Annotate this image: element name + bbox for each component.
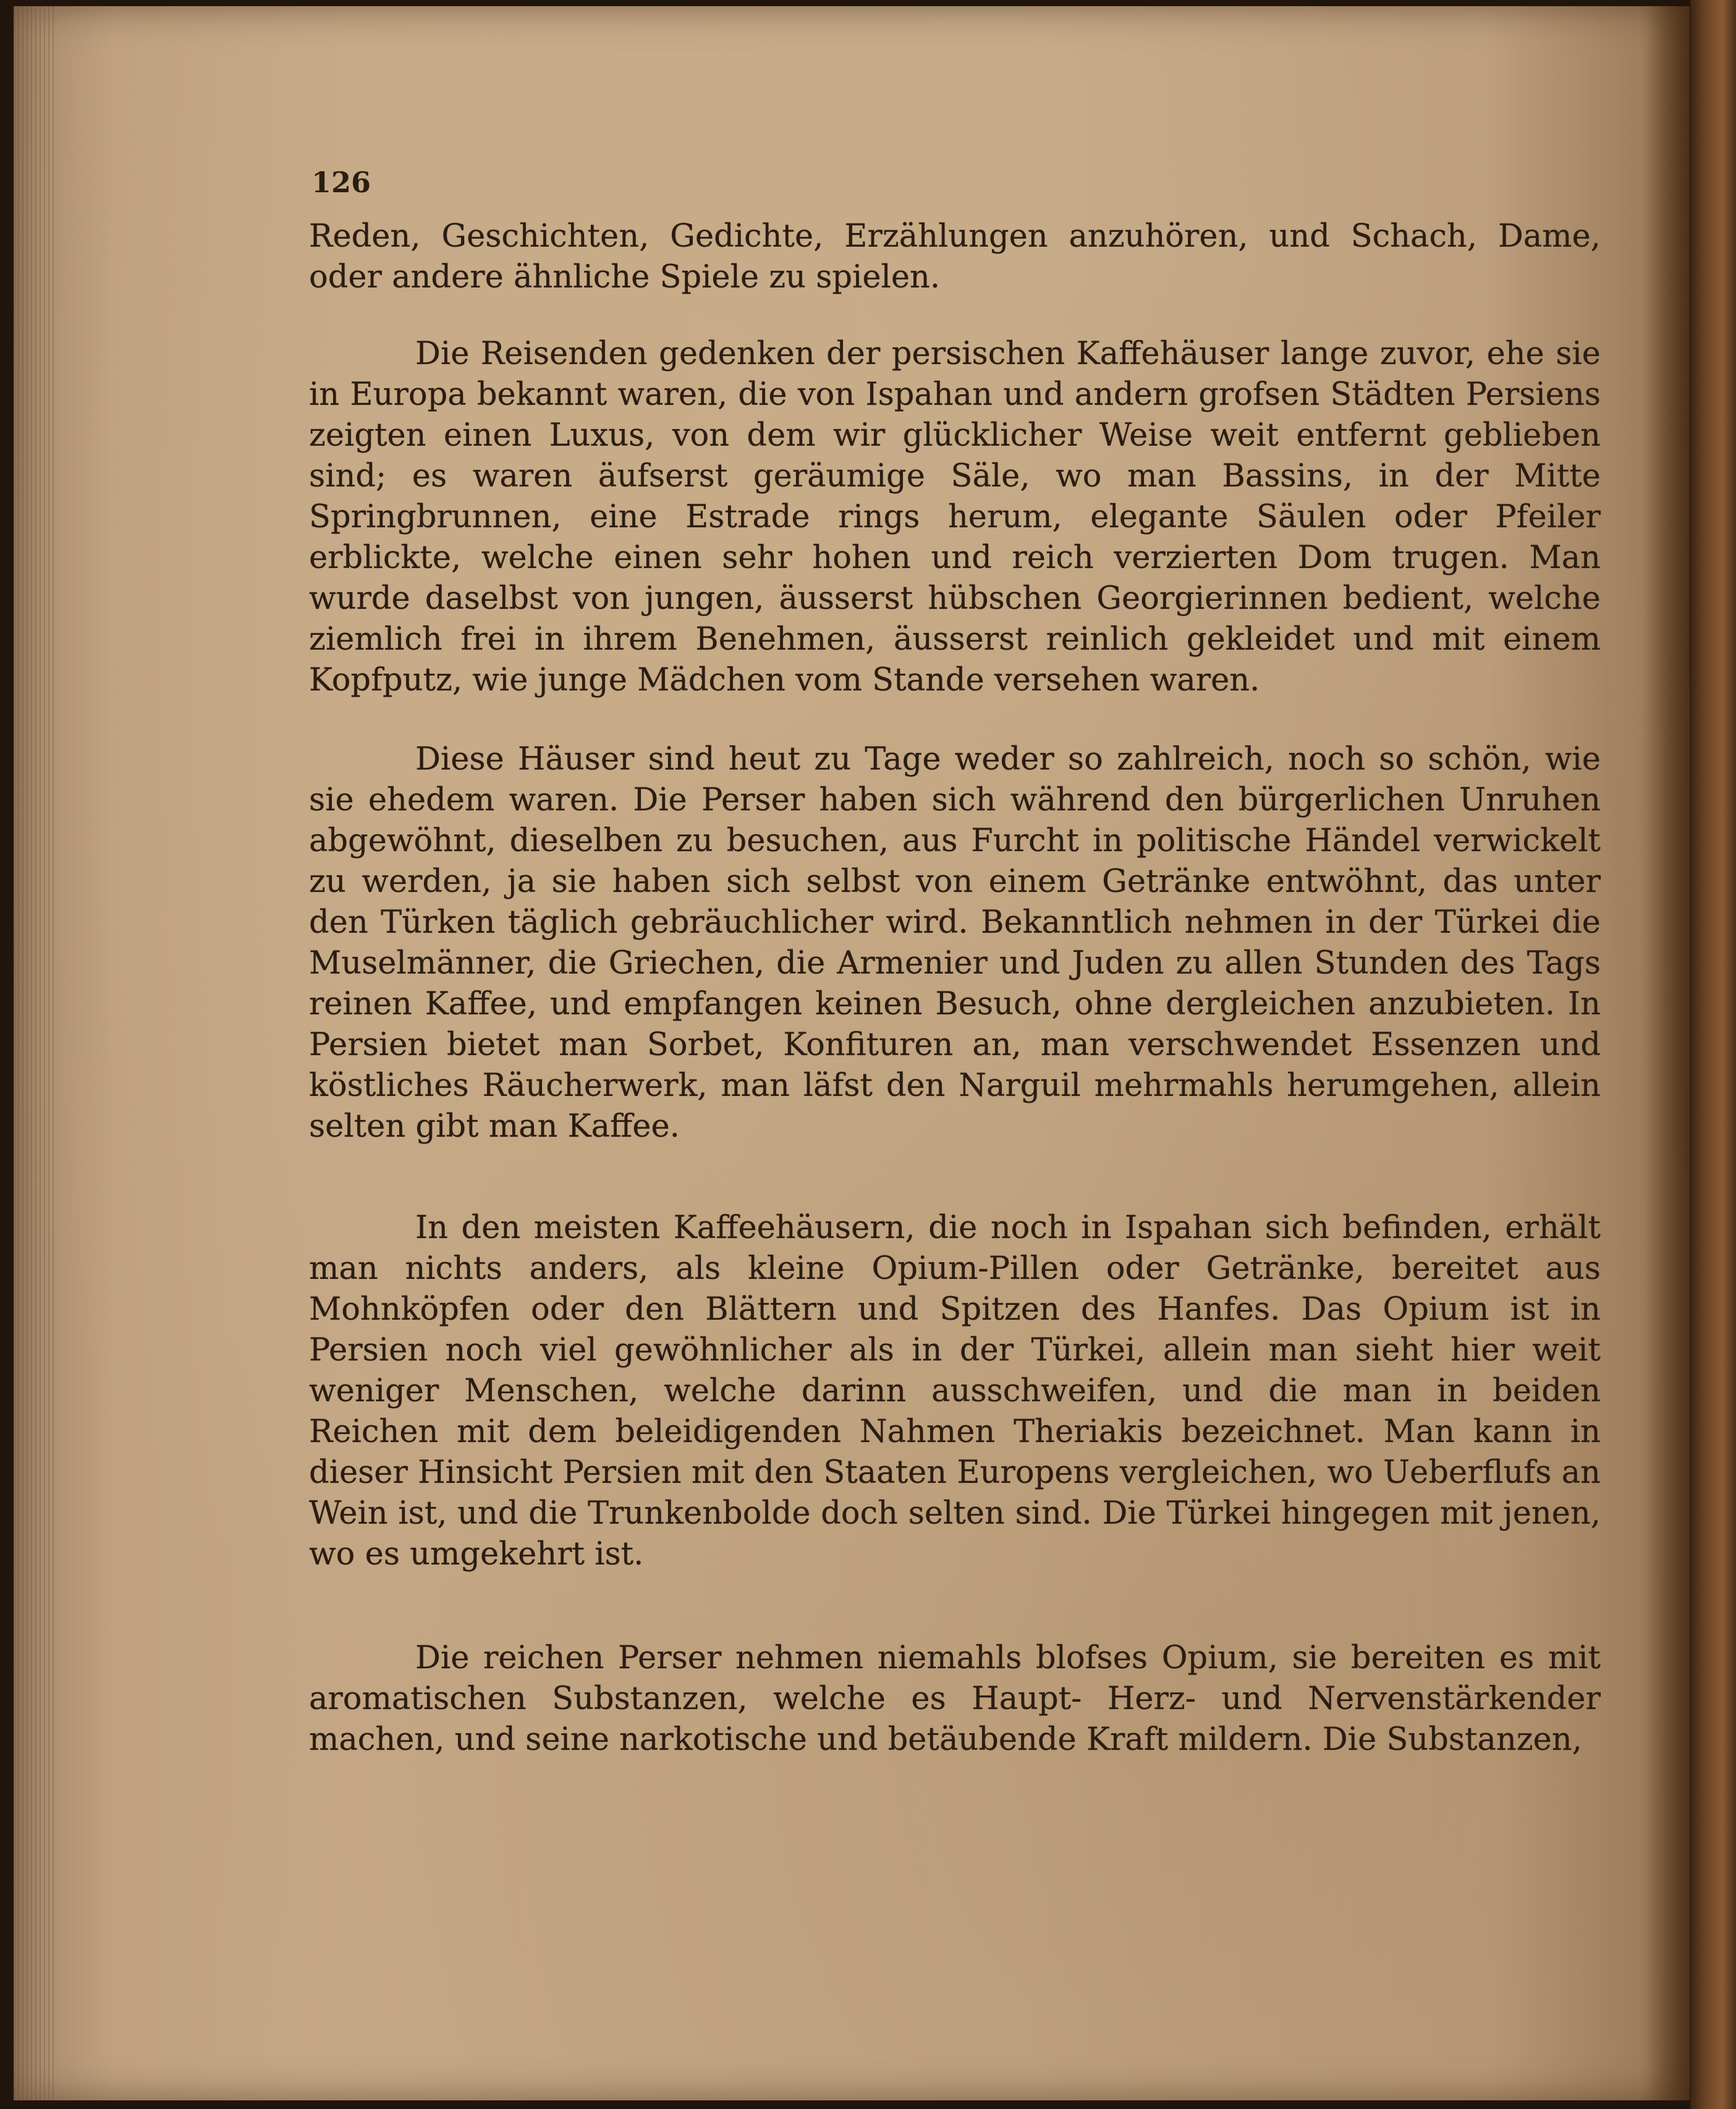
body-text bbox=[309, 216, 1601, 1760]
spine-shadow bbox=[1646, 6, 1690, 2100]
book-page bbox=[14, 6, 1690, 2100]
paragraph-rich-persians: Die reichen Perser nehmen niemahls blofses Opium, sie bereiten es mit aromatischen Substanzen, welche es Haupt- Herz- und Nervenstärkender machen, und seine narkotische und betäubende Kraft mildern. Die Substanzen, bbox=[309, 1640, 1601, 1758]
paragraph-coffeehouses-history: Die Reisenden gedenken der persischen Kaffehäuser lange zuvor, ehe sie in Europa bekannt waren, die von Ispahan und andern grofsen Städten Persiens zeigten einen Luxus, von dem wir glücklicher Weise weit entfernt geblieben sind; es waren äufserst geräumige Säle, wo man Bassins, in der Mitte Springbrunnen, eine Estrade rings herum, elegante Säulen oder Pfeiler erblickte, welche einen sehr hohen und reich verzierten Dom trugen. Man wurde daselbst von jungen, äusserst hübschen Georgierinnen bedient, welche ziemlich frei in ihrem Benehmen, äusserst reinlich gekleidet und mit einem Kopfputz, wie junge Mädchen vom Stande versehen waren. bbox=[309, 336, 1601, 698]
paragraph-continuation: Reden, Geschichten, Gedichte, Erzählungen anzuhören, und Schach, Dame, oder andere ähnliche Spiele zu spielen. bbox=[309, 218, 1601, 295]
page-stack-gutter bbox=[14, 6, 57, 2100]
next-page-edge bbox=[1690, 0, 1736, 2109]
paragraph-opium: In den meisten Kaffeehäusern, die noch in Ispahan sich befinden, erhält man nichts anders, als kleine Opium-Pillen oder Getränke, bereitet aus Mohnköpfen oder den Blättern und Spitzen des Hanfes. Das Opium ist in Persien noch viel gewöhnlicher als in der Türkei, allein man sieht hier weit weniger Menschen, welche darinn ausschweifen, und die man in beiden Reichen mit dem beleidigenden Nahmen Theriakis bezeichnet. Man kann in dieser Hinsicht Persien mit den Staaten Europens vergleichen, wo Ueberflufs an Wein ist, und die Trunkenbolde doch selten sind. Die Türkei hingegen mit jenen, wo es umgekehrt ist. bbox=[309, 1210, 1601, 1572]
paragraph-coffeehouses-today: Diese Häuser sind heut zu Tage weder so zahlreich, noch so schön, wie sie ehedem waren. Die Perser haben sich während den bürgerlichen Unruhen abgewöhnt, dieselben zu besuchen, aus Furcht in politische Händel verwickelt zu werden, ja sie haben sich selbst von einem Getränke entwöhnt, das unter den Türken täglich gebräuchlicher wird. Bekanntlich nehmen in der Türkei die Muselmänner, die Griechen, die Armenier und Juden zu allen Stunden des Tags reinen Kaffee, und empfangen keinen Besuch, ohne dergleichen anzubieten. In Persien bietet man Sorbet, Konfituren an, man verschwendet Essenzen und köstliches Räucherwerk, man läfst den Narguil mehrmahls herumgehen, allein selten gibt man Kaffee. bbox=[309, 741, 1601, 1145]
page-number: 126 bbox=[311, 166, 371, 199]
